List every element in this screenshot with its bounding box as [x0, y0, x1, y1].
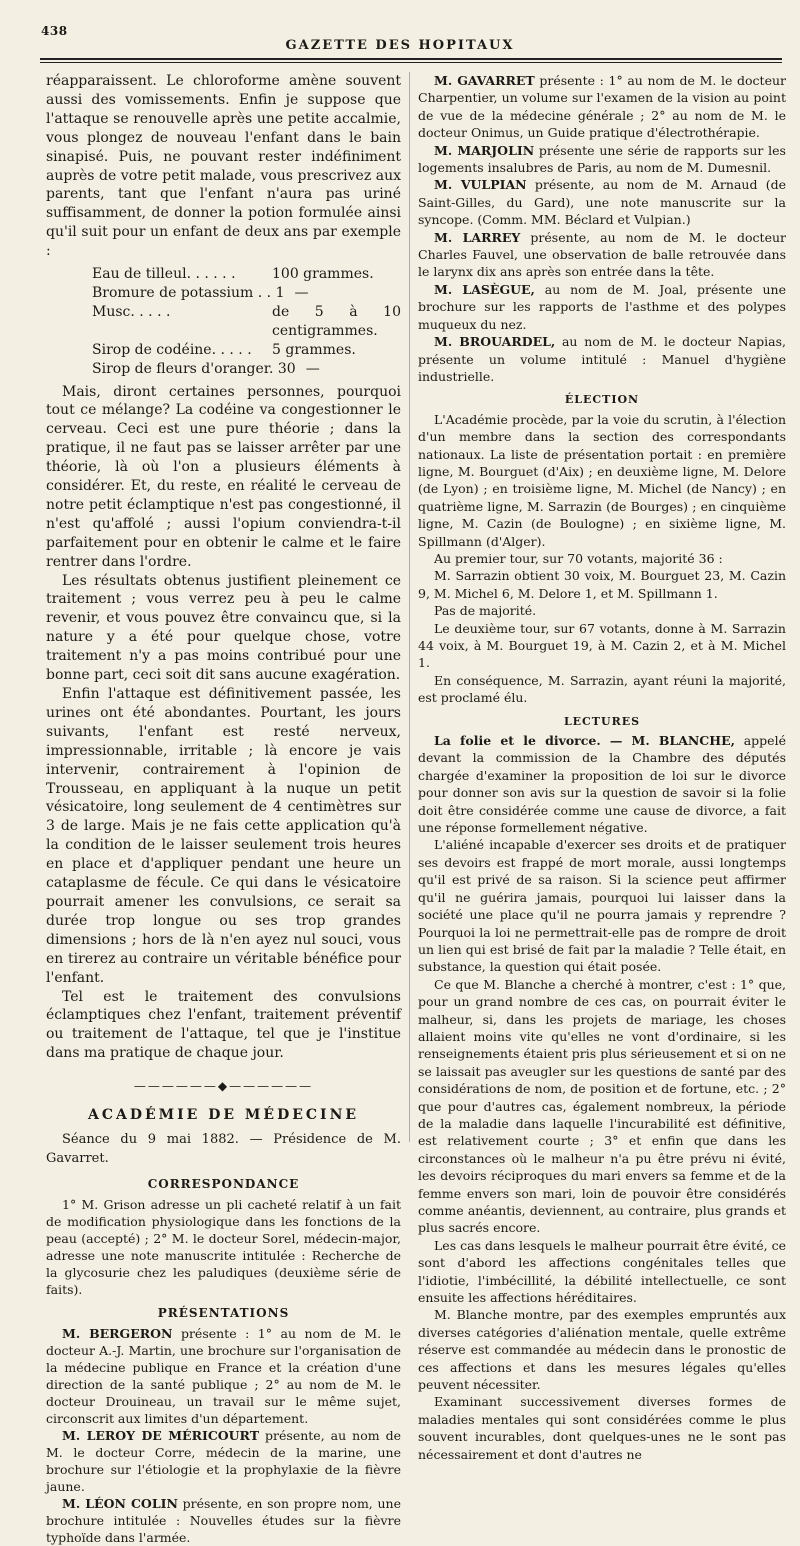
- paragraph: Ce que M. Blanche a cherché à montrer, c'est : 1° que, pour un grand nombre de ces cas, on pourrait éviter le malheur, si, dans les projets de mariage, les choses allaient moins vite qu'elles ne vont d'ordinaire, si les renseignements étaient pris plus sérieusement et si on ne se laissait pas aveugler sur les questions de santé par des considérations de nom, de position et de fortune, etc. ; 2° que pour d'autres cas, également nombreux, la période de la maladie dans laquelle l'incurabilité est définitive, est relativement courte ; 3° et enfin que dans les circonstances où le malheur n'a pu être prévu ni évité, les devoirs réciproques du mari envers sa femme et de la femme envers son mari, loin de pouvoir être considérés comme anéantis, deviennent, au contraire, plus grands et plus sacrés encore.: [418, 976, 786, 1236]
- prescription-item: Sirop de fleurs d'oranger. 30 —: [92, 360, 320, 377]
- session-line: Séance du 9 mai 1882. — Présidence de M. Gavarret.: [46, 1131, 401, 1166]
- subsection-title: PRÉSENTATIONS: [157, 1305, 290, 1320]
- paragraph: réapparaissent. Le chloroforme amène souvent aussi des vomissements. Enfin je suppose que l'attaque se renouvelle après une petite accalmie, vous plongez de nouveau l'enfant dans le bain sinapisé. Puis, ne pouvant rester indéfiniment auprès de votre petit malade, vous prescrivez aux parents, tant que l'enfant n'aura pas uriné suffisamment, de donner la potion formulée ainsi qu'il suit pour un enfant de deux ans par exemple :: [46, 73, 401, 260]
- paragraph: Au premier tour, sur 70 votants, majorité 36 :: [434, 550, 723, 566]
- left-column: [46, 72, 401, 1546]
- paragraph: Les cas dans lesquels le malheur pourrait être évité, ce sont d'abord les affections congénitales telles que l'idiotie, l'imbécillité, la débilité intellectuelle, ce sont ensuite les affections héréditaires.: [418, 1237, 786, 1306]
- paragraph: Examinant successivement diverses formes de maladies mentales qui sont considérées comme le plus souvent incurables, dont quelques-unes ne le sont pas nécessairement et dont d'autres ne: [418, 1394, 786, 1462]
- paragraph: Mais, diront certaines personnes, pourquoi tout ce mélange? La codéine va congestionner le cerveau. Ceci est une pure théorie ; dans la pratique, il ne faut pas se laisser arrêter par une théorie, là où l'on a plusieurs éléments à considérer. Et, du reste, en réalité le cerveau de notre petit éclamptique n'est pas congestionné, il n'est qu'affolé ; aussi l'opium conviendra-t-il parfaitement pour en obtenir le calme et le faire rentrer dans l'ordre.: [46, 383, 401, 570]
- paragraph: M. GAVARRET présente : 1° au nom de M. le docteur Charpentier, un volume sur l'examen de la vision au point de vue de la médecine générale ; 2° au nom de M. le docteur Onimus, un Guide pratique d'électrothérapie.: [418, 73, 786, 141]
- paragraph: L'Académie procède, par la voie du scrutin, à l'élection d'un membre dans la section des correspondants nationaux. La liste de présentation portait : en première ligne, M. Bourguet (d'Aix) ; en deuxième ligne, M. Delore (de Lyon) ; en troisième ligne, M. Michel (de Nancy) ; en quatrième ligne, M. Sarrazin (de Bourges) ; en cinquième ligne, M. Cazin (de Boulogne) ; en sixième ligne, M. Spillmann (d'Alger).: [418, 411, 786, 549]
- subsection-title: LECTURES: [563, 714, 641, 728]
- paragraph: Tel est le traitement des convulsions éclamptiques chez l'enfant, traitement préventif ou traitement de l'attaque, tel que je l'institue dans ma pratique de chaque jour.: [46, 988, 401, 1062]
- paragraph: Les résultats obtenus justifient pleinement ce traitement ; vous verrez peu à peu le calme revenir, et vous pouvez être convaincu que, si la nature y a été pour quelque chose, votre traitement n'y a pas moins contribué pour une bonne part, ceci soit dit sans aucune exagération.: [46, 572, 401, 684]
- subsection-title: ÉLECTION: [564, 393, 640, 407]
- paragraph: 1° M. Grison adresse un pli cacheté relatif à un fait de modification physiologique dans les fonctions de la peau (accepté) ; 2° M. le docteur Sorel, médecin-major, adresse une note manuscrite intitulée : Recherche de la glycosurie chez les paludiques (deuxième série de faits).: [46, 1196, 401, 1297]
- paragraph: Enfin l'attaque est définitivement passée, les urines ont été abondantes. Pourtant, les jours suivants, l'enfant est resté nerveux, impressionnable, irritable ; là encore je vais intervenir, contrairement à l'opinion de Trousseau, en appliquant à la nuque un petit vésicatoire, long seulement de 4 centimètres sur 3 de large. Mais je ne fais cette application qu'à la condition de le laisser seulement trois heures en place et d'appliquer pendant une heure un cataplasme de fécule. Ce qui dans le vésicatoire pourrait amener les convulsions, ce serait sa durée trop longue ou ses trop grandes dimensions ; hors de là n'en ayez nul souci, vous en tirerez au contraire un véritable bénéfice pour l'enfant.: [46, 686, 401, 986]
- separator: ——————◆——————: [133, 1079, 314, 1094]
- paragraph: M. BERGERON présente : 1° au nom de M. le docteur A.-J. Martin, une brochure sur l'organisation de la médecine publique en France et la création d'une direction de la santé publique ; 2° au nom de M. le docteur Drouineau, un travail sur le même sujet, circonscrit aux limites d'un département.: [46, 1325, 401, 1426]
- paragraph: M. LEROY DE MÉRICOURT présente, au nom de M. le docteur Corre, médecin de la marine, une brochure sur l'étiologie et la prophylaxie de la fièvre jaune.: [46, 1427, 402, 1494]
- prescription-item: Musc. . . . . de 5 à 10 centigrammes.: [92, 303, 401, 339]
- paragraph: Pas de majorité.: [434, 603, 537, 619]
- paragraph: M. Blanche montre, par des exemples empruntés aux diverses catégories d'aliénation mentale, quelle extrême réserve est commandée au médecin dans le pronostic de ces affections et dans les mesures légales qu'elles peuvent nécessiter.: [418, 1307, 786, 1393]
- header-rule-thin: [40, 62, 782, 63]
- right-column: [418, 72, 786, 1463]
- column-divider: [409, 72, 410, 1142]
- prescription-item: Sirop de codéine. . . . . 5 grammes.: [92, 341, 356, 358]
- header-rule: [40, 58, 782, 60]
- paragraph: M. BROUARDEL, au nom de M. le docteur Napias, présente un volume intitulé : Manuel d'hygiène industrielle.: [418, 334, 786, 384]
- paragraph: M. LASÈGUE, au nom de M. Joal, présente une brochure sur les rapports de l'asthme et des polypes muqueux du nez.: [418, 281, 786, 332]
- paragraph: M. LARREY présente, au nom de M. le docteur Charles Fauvel, une observation de balle retrouvée dans le larynx dix ans après son entrée dans la tête.: [418, 229, 786, 280]
- prescription-item: Bromure de potassium . . 1 —: [92, 284, 309, 301]
- paragraph: En conséquence, M. Sarrazin, ayant réuni la majorité, est proclamé élu.: [418, 672, 786, 706]
- paragraph: Le deuxième tour, sur 67 votants, donne à M. Sarrazin 44 voix, à M. Bourguet 19, à M. Cazin 2, et à M. Michel 1.: [418, 620, 786, 671]
- paragraph: M. MARJOLIN présente une série de rapports sur les logements insalubres de Paris, au nom de M. Dumesnil.: [418, 142, 786, 176]
- prescription-item: Eau de tilleul. . . . . . 100 grammes.: [92, 266, 374, 283]
- subsection-title: CORRESPONDANCE: [147, 1176, 300, 1191]
- paragraph: M. Sarrazin obtient 30 voix, M. Bourguet 23, M. Cazin 9, M. Michel 6, M. Delore 1, et M. Spillmann 1.: [418, 568, 786, 601]
- prescription-list: [92, 265, 401, 378]
- paragraph: M. VULPIAN présente, au nom de M. Arnaud (de Saint-Gilles, du Gard), une note manuscrite sur la syncope. (Comm. MM. Béclard et Vulpian.): [418, 177, 786, 228]
- paragraph: M. LÉON COLIN présente, en son propre nom, une brochure intitulée : Nouvelles études sur la fièvre typhoïde dans l'armée.: [46, 1495, 401, 1545]
- paragraph: L'aliéné incapable d'exercer ses droits et de pratiquer ses devoirs est frappé de mort morale, aussi longtemps qu'il est privé de sa raison. Si la science peut affirmer qu'il ne guérira jamais, pourquoi lui laisser dans la société une place qu'il ne pourra jamais y reprendre ? Pourquoi la loi ne permettrait-elle pas de rompre de droit un lien qui est brisé de fait par la maladie ? Telle était, en substance, la question qui était posée.: [418, 837, 786, 975]
- page-number: 438: [41, 24, 68, 38]
- section-title: ACADÉMIE DE MÉDECINE: [87, 1107, 360, 1124]
- running-head: GAZETTE DES HOPITAUX: [285, 38, 515, 53]
- paragraph: La folie et le divorce. — M. BLANCHE, appelé devant la commission de la Chambre des députés chargée d'examiner la proposition de loi sur le divorce pour donner son avis sur la question de savoir si la folie doit être considérée comme une cause de divorce, a fait une réponse formellement négative.: [418, 733, 786, 836]
